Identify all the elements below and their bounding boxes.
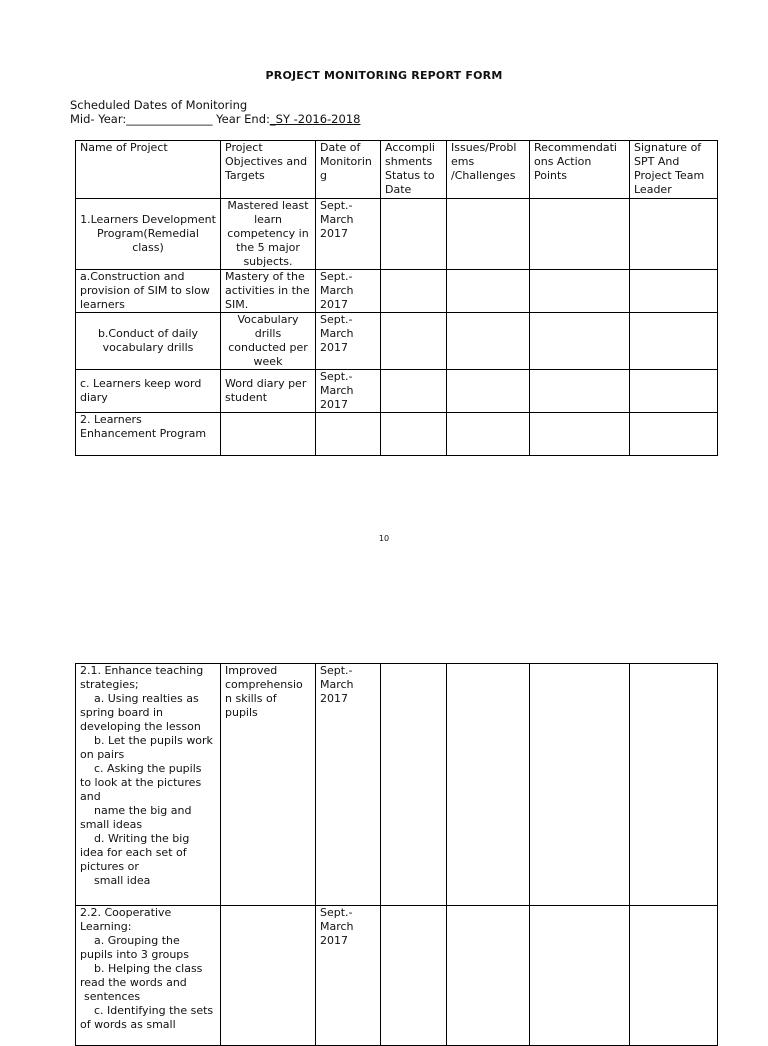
header-cell: Issues/Probl ems /Challenges xyxy=(447,141,530,199)
issues-cell xyxy=(447,370,530,413)
signature-cell xyxy=(630,413,718,456)
recommendations-cell xyxy=(530,313,630,370)
project-name-cell xyxy=(76,906,221,1046)
header-cell: Name of Project xyxy=(76,141,221,199)
table-row xyxy=(76,313,718,370)
project-name-line: c. Asking the pupils to look at the pictures and xyxy=(80,762,202,803)
project-name-line: c. Identifying the sets of words as small xyxy=(80,1004,214,1031)
mid-year-label: Mid- Year: xyxy=(70,112,127,126)
objective-cell xyxy=(221,413,316,456)
table-row xyxy=(76,664,718,906)
table-row xyxy=(76,199,718,270)
date-cell: Sept.- March 2017 xyxy=(316,906,381,1046)
form-title: PROJECT MONITORING REPORT FORM xyxy=(265,69,503,82)
signature-cell xyxy=(630,664,718,906)
year-end-value: _SY -2016-2018 xyxy=(269,112,361,126)
project-name-line: 2.2. Cooperative Learning: xyxy=(80,906,172,933)
monitoring-table-continued xyxy=(75,663,718,1046)
page-number: 10 xyxy=(378,534,390,543)
objective-cell: Vocabulary drills conducted per week xyxy=(221,313,316,370)
objective-cell: Improved comprehensio n skills of pupils xyxy=(221,664,316,906)
date-cell: Sept.- March 2017 xyxy=(316,664,381,906)
signature-cell xyxy=(630,270,718,313)
signature-cell xyxy=(630,313,718,370)
project-name-cell xyxy=(76,664,221,906)
project-name-line: a. Grouping the pupils into 3 groups xyxy=(80,934,190,961)
table-row xyxy=(76,270,718,313)
header-row xyxy=(76,141,718,199)
project-name-cell: a.Construction and provision of SIM to slow learners xyxy=(76,270,221,313)
accomplishments-cell xyxy=(381,370,447,413)
date-cell: Sept.- March 2017 xyxy=(316,270,381,313)
project-name-line: b. Let the pupils work on pairs xyxy=(80,734,213,761)
header-cell: Recommendati ons Action Points xyxy=(530,141,630,199)
schedule-dates-line xyxy=(70,112,360,126)
project-name-line: 2.1. Enhance teaching strategies; xyxy=(80,664,204,691)
table-row xyxy=(76,370,718,413)
project-name-line: d. Writing the big idea for each set of pictures or xyxy=(80,832,190,873)
issues-cell xyxy=(447,313,530,370)
date-cell: Sept.- March 2017 xyxy=(316,370,381,413)
objective-cell: Mastery of the activities in the SIM. xyxy=(221,270,316,313)
header-cell: Date of Monitorin g xyxy=(316,141,381,199)
table-row xyxy=(76,413,718,456)
issues-cell xyxy=(447,906,530,1046)
objective-cell: Word diary per student xyxy=(221,370,316,413)
objective-cell xyxy=(221,906,316,1046)
accomplishments-cell xyxy=(381,413,447,456)
issues-cell xyxy=(447,199,530,270)
issues-cell xyxy=(447,664,530,906)
date-cell xyxy=(316,413,381,456)
project-name-line: b. Helping the class read the words and xyxy=(80,962,203,989)
objective-cell: Mastered least learn competency in the 5 major subjects. xyxy=(221,199,316,270)
issues-cell xyxy=(447,270,530,313)
date-cell: Sept.- March 2017 xyxy=(316,313,381,370)
project-name-cell: 1.Learners Development Program(Remedial class) xyxy=(76,199,221,270)
recommendations-cell xyxy=(530,270,630,313)
table-row xyxy=(76,906,718,1046)
recommendations-cell xyxy=(530,199,630,270)
project-name-line: a. Using realties as spring board in developing the lesson xyxy=(80,692,201,733)
accomplishments-cell xyxy=(381,664,447,906)
project-name-cell: c. Learners keep word diary xyxy=(76,370,221,413)
schedule-label: Scheduled Dates of Monitoring xyxy=(70,98,248,112)
issues-cell xyxy=(447,413,530,456)
project-name-line: small idea xyxy=(94,874,151,887)
accomplishments-cell xyxy=(381,270,447,313)
project-name-cell: 2. Learners Enhancement Program xyxy=(76,413,221,456)
year-end-label: Year End: xyxy=(216,112,270,126)
recommendations-cell xyxy=(530,370,630,413)
recommendations-cell xyxy=(530,664,630,906)
accomplishments-cell xyxy=(381,313,447,370)
recommendations-cell xyxy=(530,413,630,456)
project-name-line: name the big and small ideas xyxy=(80,804,192,831)
signature-cell xyxy=(630,199,718,270)
header-cell: Project Objectives and Targets xyxy=(221,141,316,199)
header-cell: Signature of SPT And Project Team Leader xyxy=(630,141,718,199)
accomplishments-cell xyxy=(381,906,447,1046)
header-cell: Accompli shments Status to Date xyxy=(381,141,447,199)
recommendations-cell xyxy=(530,906,630,1046)
date-cell: Sept.- March 2017 xyxy=(316,199,381,270)
monitoring-table xyxy=(75,140,718,456)
signature-cell xyxy=(630,370,718,413)
project-name-line: sentences xyxy=(84,990,141,1003)
schedule-block xyxy=(70,98,360,126)
signature-cell xyxy=(630,906,718,1046)
accomplishments-cell xyxy=(381,199,447,270)
project-name-cell: b.Conduct of daily vocabulary drills xyxy=(76,313,221,370)
mid-year-blank: _______________ xyxy=(126,112,213,126)
